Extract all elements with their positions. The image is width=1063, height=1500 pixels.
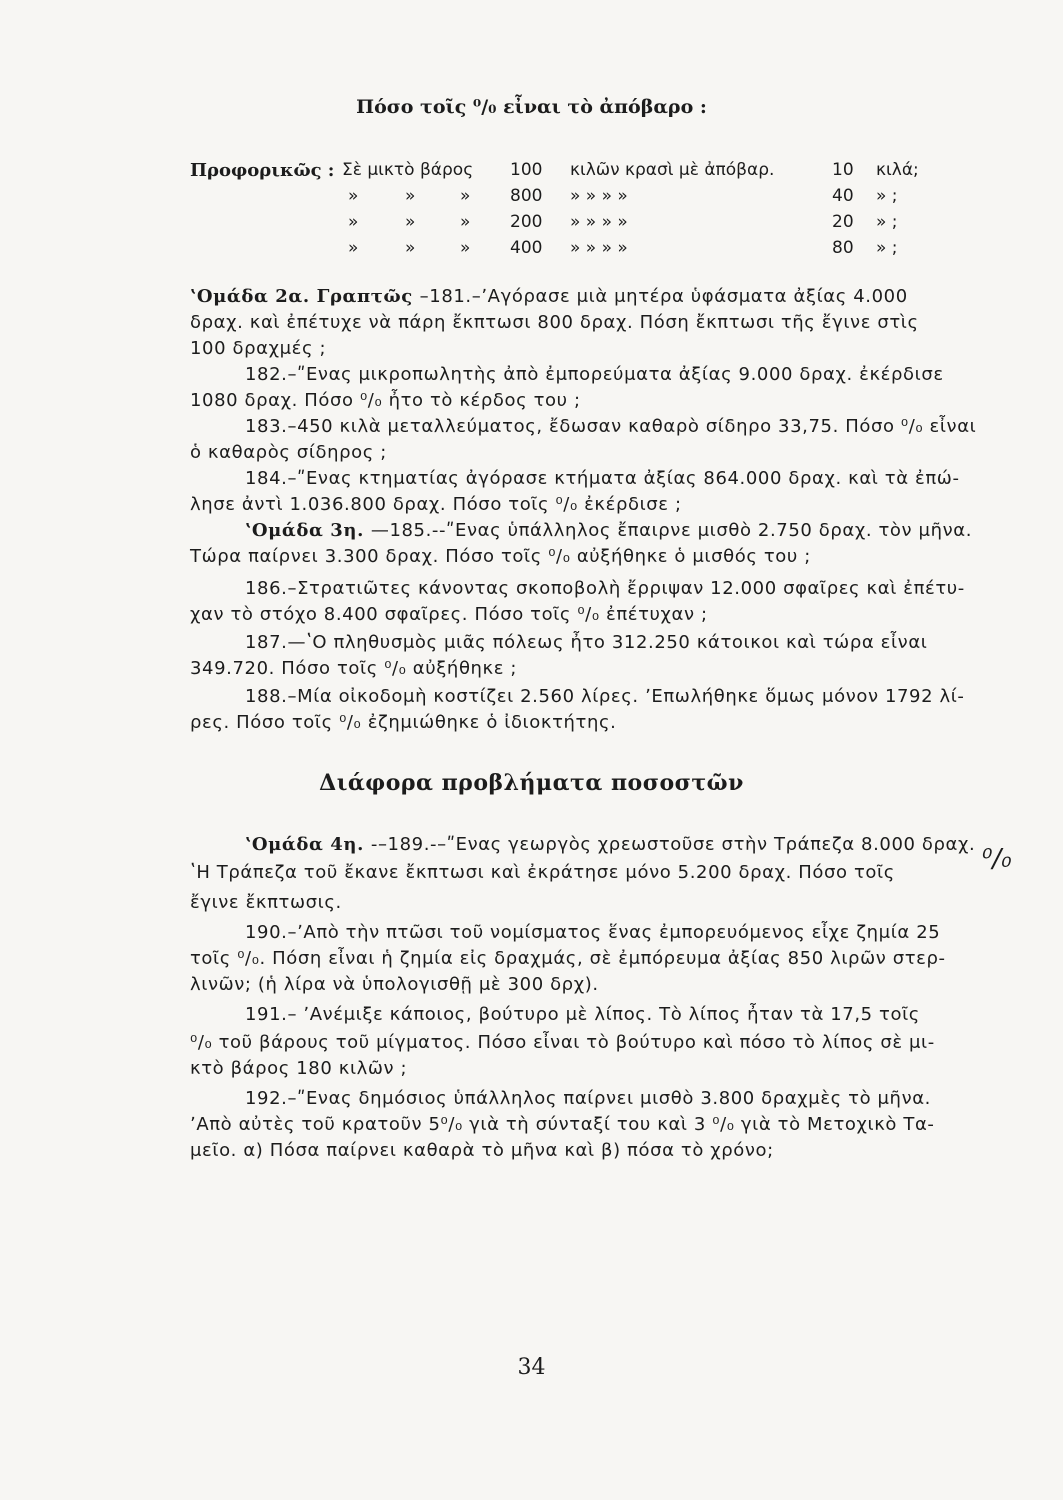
group-label: ʽΟμάδα 2α. Γραπτῶς [190, 286, 420, 307]
oral-amount: 400 [510, 238, 543, 258]
text-line: 1080 δραχ. Πόσο ⁰/₀ ἦτο τὸ κέρδος του ; [190, 390, 581, 411]
ditto-mark: » [348, 238, 359, 258]
text-line: 100 δραχμές ; [190, 338, 327, 359]
oral-amount: 100 [510, 160, 543, 180]
oral-ditto: » » » » [570, 238, 628, 258]
ditto-mark: » [460, 212, 471, 232]
problem-183: 183.–450 κιλὰ μεταλλεύματος, ἔδωσαν καθαρὸ σίδηρο 33,75. Πόσο ⁰/₀ εἶναι [245, 416, 977, 437]
text-line: ʽΗ Τράπεζα τοῦ ἔκανε ἔκπτωσι καὶ ἐκράτησε μόνο 5.200 δραχ. Πόσο τοῖς [190, 862, 895, 883]
oral-tare: 10 [832, 160, 854, 180]
text-line: λησε ἀντὶ 1.036.800 δραχ. Πόσο τοῖς ⁰/₀ ἐκέρδισε ; [190, 494, 682, 515]
oral-unit: κιλά; [876, 160, 919, 180]
ditto-mark: » [460, 238, 471, 258]
problem-190: 190.–ʼΑπὸ τὴν πτῶσι τοῦ νομίσματος ἕνας ἐμπορευόμενος εἶχε ζημία 25 [245, 922, 941, 943]
problem-182: 182.–ʺΕνας μικροπωλητὴς ἀπὸ ἐμπορεύματα ἀξίας 9.000 δραχ. ἐκέρδισε [245, 364, 944, 385]
text-line: λινῶν; (ἡ λίρα νὰ ὑπολογισθῇ μὲ 300 δρχ). [190, 974, 599, 995]
section-heading: Διάφορα προβλήματα ποσοστῶν [319, 770, 744, 796]
group-label: ʽΟμάδα 4η. [245, 834, 371, 855]
text-line: ἔγινε ἔκπτωσις. [190, 892, 342, 913]
oral-unit: » ; [876, 212, 898, 232]
text-line: ʼΑπὸ αὐτὲς τοῦ κρατοῦν 5⁰/₀ γιὰ τὴ σύνταξί του καὶ 3 ⁰/₀ γιὰ τὸ Μετοχικὸ Τα- [190, 1114, 935, 1135]
ditto-mark: » [405, 212, 416, 232]
text-line: μεῖο. α) Πόσα παίρνει καθαρὰ τὸ μῆνα καὶ β) πόσα τὸ χρόνο; [190, 1140, 774, 1161]
problem-text: –181.–ʼΑγόρασε μιὰ μητέρα ὑφάσματα ἀξίας 4.000 [419, 286, 908, 307]
text-line: δραχ. καὶ ἐπέτυχε νὰ πάρη ἔκπτωσι 800 δραχ. Πόση ἔκπτωσι τῆς ἔγινε στὶς [190, 312, 919, 333]
problem-188: 188.–Μία οἰκοδομὴ κοστίζει 2.560 λίρες. ʼΕπωλήθηκε ὅμως μόνον 1792 λί- [245, 686, 965, 707]
text-line: Τώρα παίρνει 3.300 δραχ. Πόσο τοῖς ⁰/₀ αὐξήθηκε ὁ μισθός του ; [190, 546, 811, 567]
problem-187: 187.—ʽΟ πληθυσμὸς μιᾶς πόλεως ἦτο 312.250 κάτοικοι καὶ τώρα εἶναι [245, 632, 928, 653]
oral-tare: 20 [832, 212, 854, 232]
text-line [245, 519, 972, 543]
problem-184: 184.–ʺΕνας κτηματίας ἀγόρασε κτήματα ἀξίας 864.000 δραχ. καὶ τὰ ἐπώ- [245, 468, 960, 489]
text-line [190, 285, 908, 309]
problem-192: 192.–ʺΕνας δημόσιος ὑπάλληλος παίρνει μισθὸ 3.800 δραχμὲς τὸ μῆνα. [245, 1088, 932, 1109]
page-number: 34 [517, 1355, 546, 1380]
page-title: Πόσο τοῖς ⁰/₀ εἶναι τὸ ἀπόβαρο : [356, 96, 707, 118]
text-line: ⁰/₀ τοῦ βάρους τοῦ μίγματος. Πόσο εἶναι τὸ βούτυρο καὶ πόσο τὸ λίπος σὲ μι- [190, 1032, 935, 1053]
group-label: ʽΟμάδα 3η. [245, 520, 371, 541]
oral-label: Προφορικῶς : [190, 160, 335, 181]
text-line [245, 833, 975, 857]
problem-text: —185.--ʺΕνας ὑπάλληλος ἔπαιρνε μισθὸ 2.750 δραχ. τὸν μῆνα. [370, 520, 973, 541]
text-line: ὁ καθαρὸς σίδηρος ; [190, 442, 387, 463]
oral-ditto: » » » » [570, 186, 628, 206]
oral-text: κιλῶν κρασὶ μὲ ἀπόβαρ. [570, 160, 775, 180]
text-line: κτὸ βάρος 180 κιλῶν ; [190, 1058, 408, 1079]
oral-amount: 200 [510, 212, 543, 232]
percent-sign: ⁰/₀ [982, 844, 1012, 874]
ditto-mark: » [405, 186, 416, 206]
ditto-mark: » [348, 186, 359, 206]
ditto-mark: » [460, 186, 471, 206]
oral-tare: 40 [832, 186, 854, 206]
text-line: τοῖς ⁰/₀. Πόση εἶναι ἡ ζημία εἰς δραχμάς, σὲ ἐμπόρευμα ἀξίας 850 λιρῶν στερ- [190, 948, 946, 969]
text-line: 349.720. Πόσο τοῖς ⁰/₀ αὐξήθηκε ; [190, 658, 518, 679]
oral-text: Σὲ μικτὸ βάρος [342, 160, 474, 180]
problem-text: -–189.-–ʺΕνας γεωργὸς χρεωστοῦσε στὴν Τράπεζα 8.000 δραχ. [370, 834, 976, 855]
ditto-mark: » [348, 212, 359, 232]
oral-ditto: » » » » [570, 212, 628, 232]
oral-amount: 800 [510, 186, 543, 206]
oral-tare: 80 [832, 238, 854, 258]
text-line: χαν τὸ στόχο 8.400 σφαῖρες. Πόσο τοῖς ⁰/₀ ἐπέτυχαν ; [190, 604, 708, 625]
ditto-mark: » [405, 238, 416, 258]
problem-191: 191.– ʼΑνέμιξε κάποιος, βούτυρο μὲ λίπος. Τὸ λίπος ἦταν τὰ 17,5 τοῖς [245, 1004, 920, 1025]
text-line: ρες. Πόσο τοῖς ⁰/₀ ἐζημιώθηκε ὁ ἰδιοκτήτης. [190, 712, 617, 733]
oral-unit: » ; [876, 186, 898, 206]
problem-186: 186.–Στρατιῶτες κάνοντας σκοποβολὴ ἔρριψαν 12.000 σφαῖρες καὶ ἐπέτυ- [245, 578, 965, 599]
oral-unit: » ; [876, 238, 898, 258]
